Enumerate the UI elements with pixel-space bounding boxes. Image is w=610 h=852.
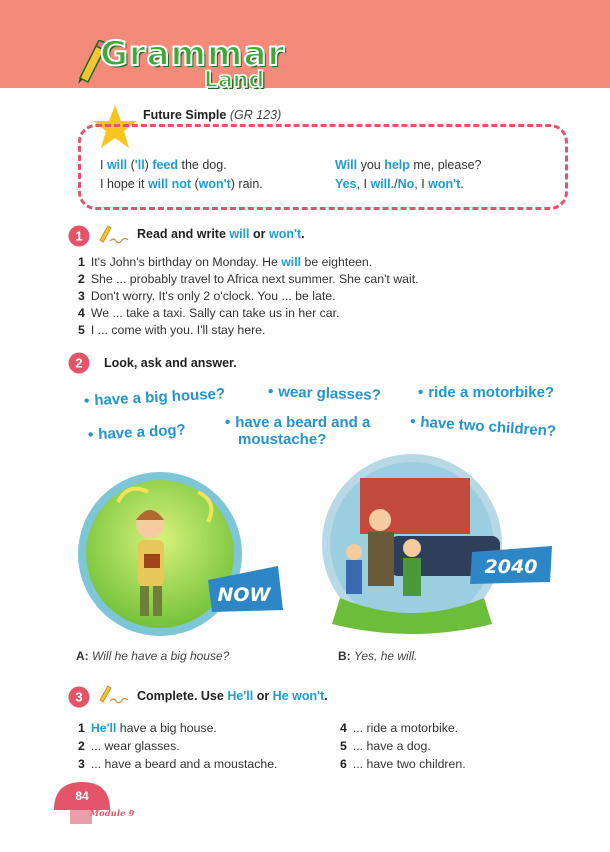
exercise-3-item: 5 ... have a dog. <box>340 739 431 753</box>
exercise-1-item: 1 It's John's birthday on Monday. He will be eighteen. <box>78 255 373 269</box>
pencil-writing-icon <box>96 684 130 704</box>
prompt-beard: • have a beard and a moustache? <box>225 414 371 448</box>
module-label: Module 9 <box>89 809 135 819</box>
exercise-1-badge <box>68 225 90 247</box>
prompt-motorbike: • ride a motorbike? <box>418 384 555 401</box>
prompt-children: • have two children? <box>409 412 557 441</box>
answer-b: B: Yes, he will. <box>338 649 418 663</box>
grammar-example-right-1: Will you help me, please? <box>335 158 482 172</box>
exercise-3-instruction: Complete. Use He'll or He won't. <box>137 689 328 703</box>
exercise-2-badge <box>68 352 90 374</box>
grammar-example-left-2: I hope it will not (won't) rain. <box>100 177 263 191</box>
svg-text:2: 2 <box>75 355 83 371</box>
logo-title: Grammar <box>100 34 286 74</box>
prompt-dog: • have a dog? <box>87 421 187 444</box>
exercise-3-item: 6 ... have two children. <box>340 757 466 771</box>
now-label: NOW <box>217 584 271 606</box>
exercise-1-item: 2 She ... probably travel to Africa next summer. She can't wait. <box>78 272 419 286</box>
exercise-1-item: 3 Don't worry. It's only 2 o'clock. You ... be late. <box>78 289 336 303</box>
exercise-3-item: 3 ... have a beard and a moustache. <box>78 757 278 771</box>
logo-subtitle: Land <box>204 68 265 93</box>
exercise-2-instruction: Look, ask and answer. <box>104 356 237 370</box>
prompt-glasses: • wear glasses? <box>267 383 382 404</box>
future-label: 2040 <box>484 556 538 578</box>
exercise-1-item: 5 I ... come with you. I'll stay here. <box>78 323 266 337</box>
exercise-3-item: 4 ... ride a motorbike. <box>340 721 459 735</box>
grammar-title: Future Simple (GR 123) <box>143 108 282 122</box>
exercise-3-badge <box>68 686 90 708</box>
exercise-3-item: 2 ... wear glasses. <box>78 739 180 753</box>
now-picture <box>78 462 288 642</box>
pencil-writing-icon <box>96 224 130 244</box>
grammar-example-right-2: Yes, I will./No, I won't. <box>335 177 464 191</box>
exercise-3-item: 1 He'll have a big house. <box>78 721 217 735</box>
prompt-big-house: • have a big house? <box>83 385 226 410</box>
page-number-badge <box>48 780 138 828</box>
page-number: 84 <box>75 789 89 803</box>
answer-a: A: Will he have a big house? <box>76 649 230 663</box>
svg-text:1: 1 <box>75 228 83 244</box>
grammar-example-left-1: I will ('ll) feed the dog. <box>100 158 227 172</box>
future-picture <box>320 448 554 638</box>
exercise-1-instruction: Read and write will or won't. <box>137 227 305 241</box>
grammar-land-logo <box>72 34 287 96</box>
svg-text:3: 3 <box>75 689 83 705</box>
exercise-1-item: 4 We ... take a taxi. Sally can take us in her car. <box>78 306 340 320</box>
